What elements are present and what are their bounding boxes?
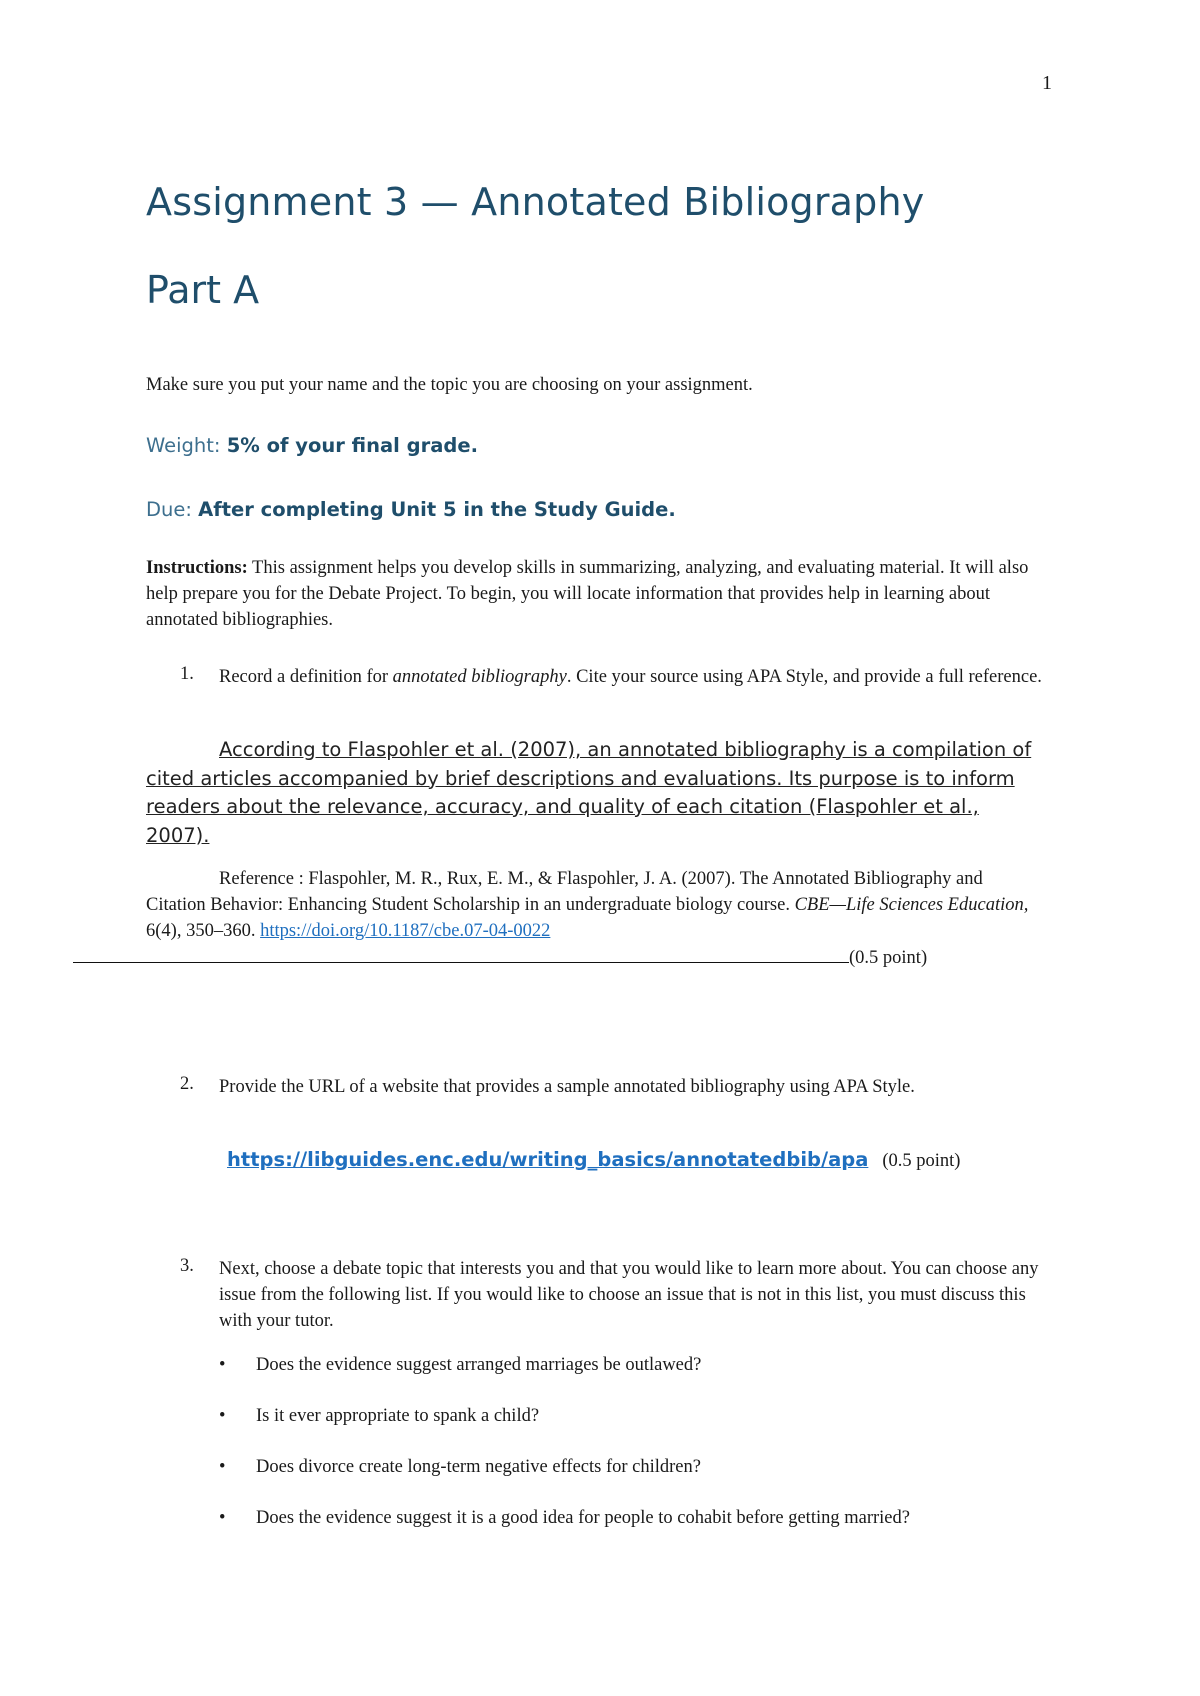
- item-1-reference: [146, 866, 1046, 971]
- document-subtitle: Part A: [146, 268, 260, 312]
- reference-volume: 6(4), 350–360.: [146, 921, 261, 941]
- instructions-label: Instructions:: [146, 558, 248, 578]
- item-1-answer: According to Flaspohler et al. (2007), an annotated bibliography is a compilation of cited articles accompanied by brief descriptions and evaluations. Its purpose is to inform readers about the relevance, accuracy, and quality of each citation (Flaspohler et al., 2007).: [146, 738, 1032, 847]
- topic-list: [219, 1352, 910, 1556]
- item-2-number: 2.: [180, 1074, 194, 1094]
- bullet-icon: •: [219, 1355, 226, 1375]
- sample-bibliography-link[interactable]: https://libguides.enc.edu/writing_basics/annotatedbib/apa: [227, 1148, 869, 1171]
- instructions-paragraph: [146, 555, 1046, 633]
- bullet-icon: •: [219, 1508, 226, 1528]
- item-1-text: [219, 664, 1049, 690]
- topic-text: Does the evidence suggest it is a good idea for people to cohabit before getting married?: [256, 1508, 910, 1528]
- item-2-text: Provide the URL of a website that provides a sample annotated bibliography using APA Style.: [219, 1077, 915, 1097]
- reference-doi-link[interactable]: https://doi.org/10.1187/cbe.07-04-0022: [260, 921, 551, 941]
- list-item: [219, 1454, 910, 1505]
- topic-text: Does divorce create long-term negative effects for children?: [256, 1457, 701, 1477]
- reference-journal: CBE—Life Sciences Education,: [794, 895, 1029, 915]
- item-2-points: (0.5 point): [882, 1151, 961, 1171]
- item-2-answer: [146, 1147, 1046, 1174]
- due-label: Due:: [146, 498, 199, 521]
- weight-value: 5% of your final grade.: [226, 434, 478, 457]
- instructions-text: This assignment helps you develop skills in summarizing, analyzing, and evaluating material. It will also help prepare you for the Debate Project. To begin, you will locate information that provides help in learning about annotated bibliographies.: [146, 558, 1029, 630]
- topic-text: Does the evidence suggest arranged marriages be outlawed?: [256, 1355, 702, 1375]
- due-value: After completing Unit 5 in the Study Guide.: [198, 498, 676, 521]
- item-3-number: 3.: [180, 1256, 194, 1276]
- list-item: [219, 1352, 910, 1403]
- item-1-points: (0.5 point): [849, 948, 928, 968]
- reference-text: Reference : Flaspohler, M. R., Rux, E. M., & Flaspohler, J. A. (2007). The Annotated Bibliography and Citation Behavior: Enhancing Student Scholarship in an undergraduate biology course.: [146, 869, 983, 915]
- weight-label: Weight:: [146, 434, 227, 457]
- bullet-icon: •: [219, 1457, 226, 1477]
- topic-text: Is it ever appropriate to spank a child?: [256, 1406, 540, 1426]
- list-item: [219, 1403, 910, 1454]
- document-title: Assignment 3 — Annotated Bibliography: [146, 180, 925, 224]
- item-1-text-b: . Cite your source using APA Style, and provide a full reference.: [566, 667, 1042, 687]
- item-1-number: 1.: [180, 664, 194, 684]
- weight-line: [146, 434, 478, 457]
- item-1-text-a: Record a definition for: [219, 667, 393, 687]
- list-item: [219, 1505, 910, 1556]
- item-1-emphasis: annotated bibliography: [392, 667, 567, 687]
- answer-underline: [73, 944, 849, 963]
- due-line: [146, 498, 676, 521]
- item-3-text: Next, choose a debate topic that interests you and that you would like to learn more about. You can choose any issue from the following list. If you would like to choose an issue that is not in this list, you must discuss this with your tutor.: [219, 1259, 1039, 1331]
- intro-text: Make sure you put your name and the topic you are choosing on your assignment.: [146, 375, 753, 395]
- bullet-icon: •: [219, 1406, 226, 1426]
- page-number: 1: [1042, 72, 1052, 94]
